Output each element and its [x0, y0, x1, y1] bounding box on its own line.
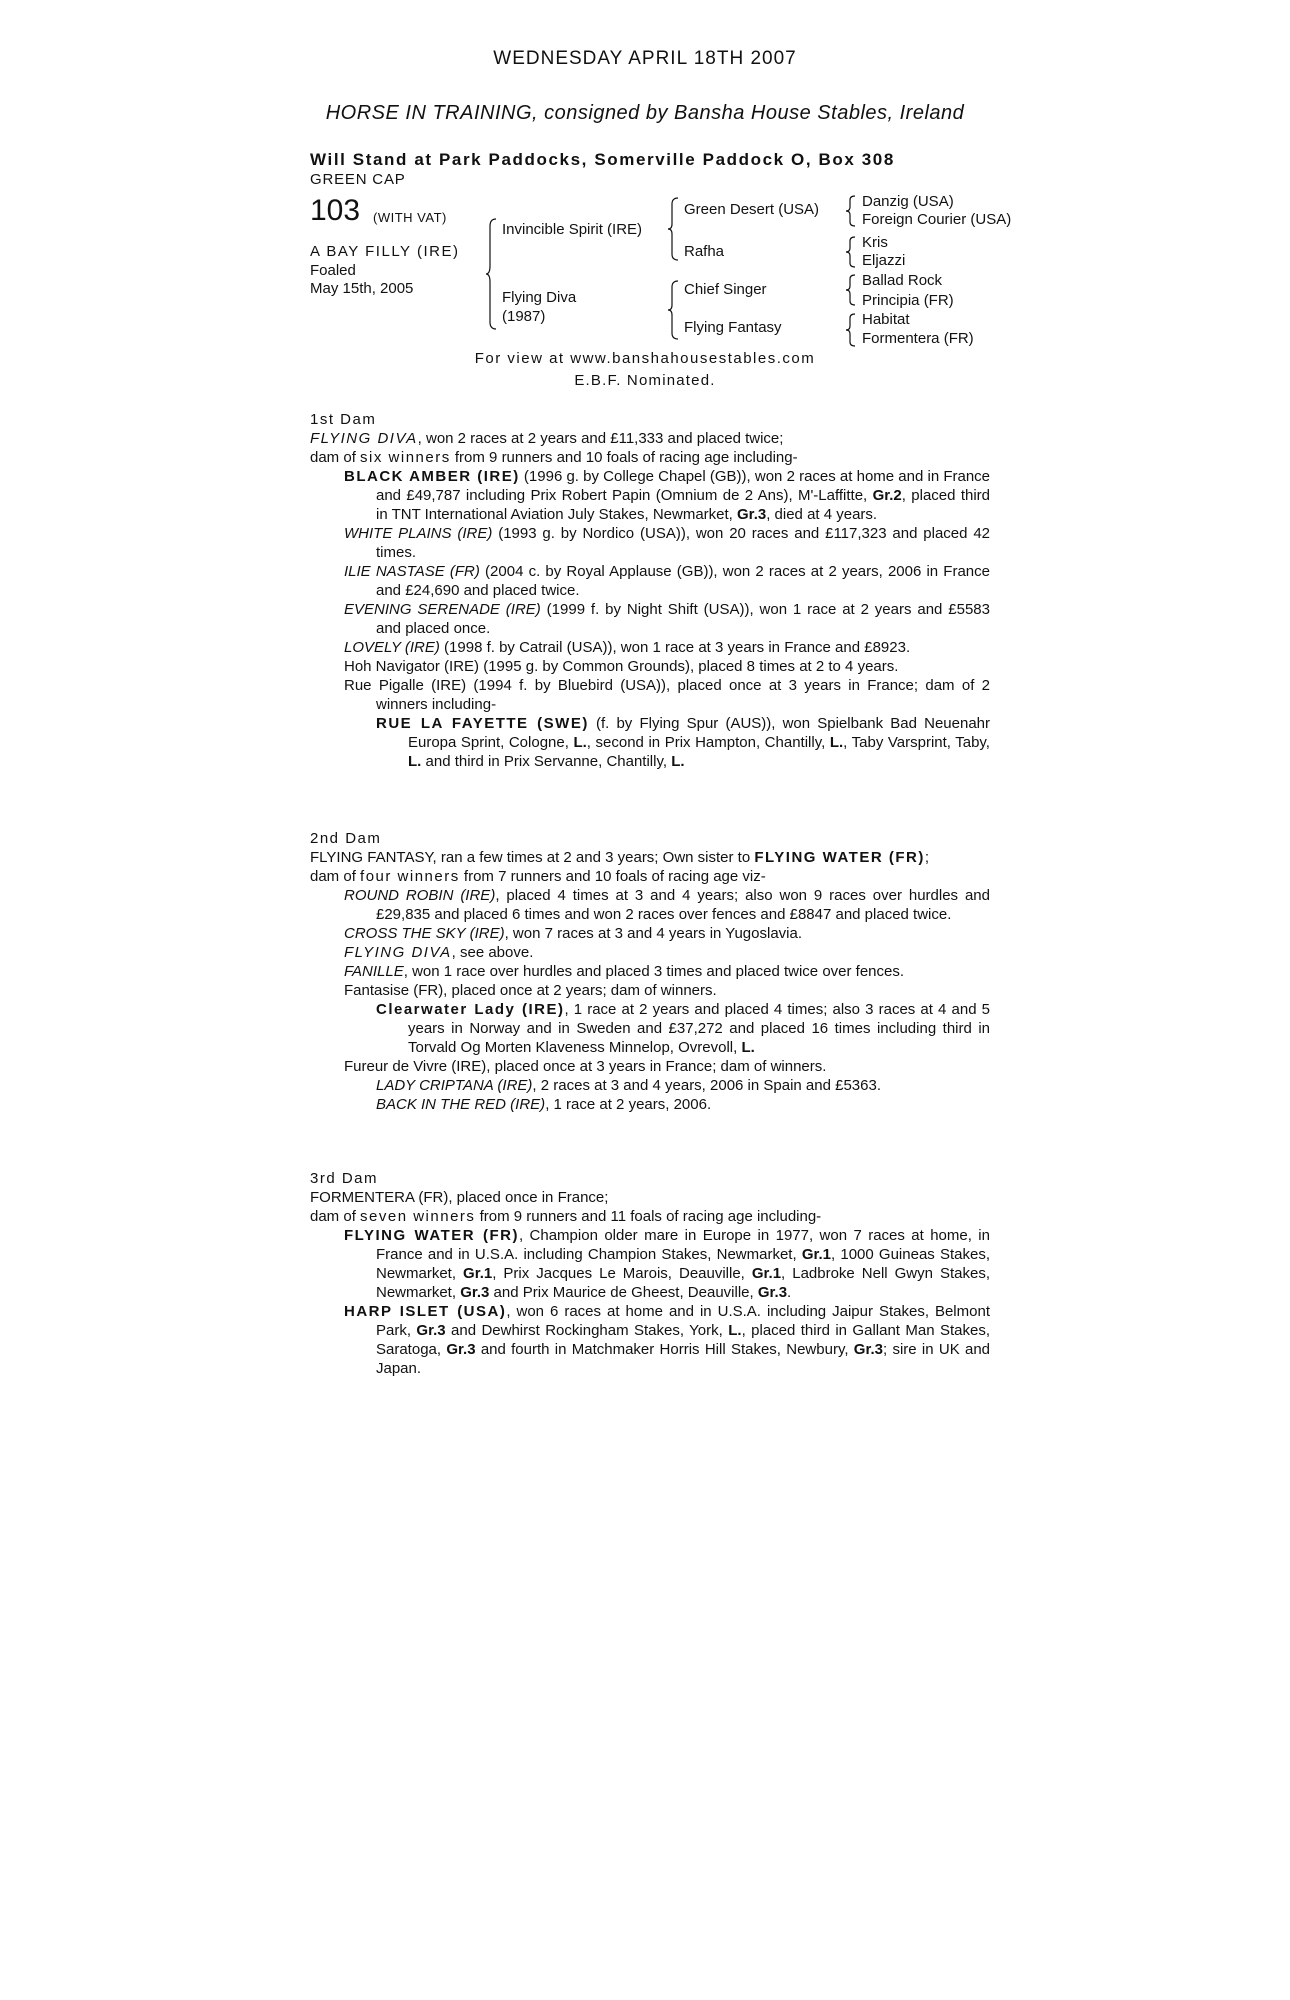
- stand-location: Will Stand at Park Paddocks, Somerville Paddock O, Box 308: [310, 150, 895, 169]
- pedigree-sire-dam: Rafha: [684, 243, 725, 260]
- produce-entry: WHITE PLAINS (IRE) (1993 g. by Nordico (USA)), won 20 races and £117,323 and placed 42 times.: [344, 525, 990, 561]
- dam-summary: FORMENTERA (FR), placed once in France;: [310, 1189, 609, 1206]
- produce-entry: ROUND ROBIN (IRE), placed 4 times at 3 and 4 years; also won 9 races over hurdles and £29,835 and placed 6 times and won 2 races over fences and £8847 and placed twice.: [344, 887, 990, 923]
- produce-entry: BACK IN THE RED (IRE), 1 race at 2 years, 2006.: [376, 1096, 712, 1113]
- produce-entry: Rue Pigalle (IRE) (1994 f. by Bluebird (USA)), placed once at 3 years in France; dam of 2 winners including-: [344, 677, 990, 713]
- dam-summary: FLYING DIVA, won 2 races at 2 years and £11,333 and placed twice;: [310, 430, 784, 447]
- dam-summary: FLYING FANTASY, ran a few times at 2 and 3 years; Own sister to FLYING WATER (FR);: [310, 849, 930, 866]
- pedigree-dam-sire: Chief Singer: [684, 281, 767, 298]
- pedigree-dam-dam: Flying Fantasy: [684, 319, 782, 336]
- foaled-label: Foaled: [310, 262, 356, 279]
- pedigree-ggs-7: Habitat: [862, 311, 910, 328]
- lot-vat-note: (WITH VAT): [373, 210, 447, 225]
- headline: HORSE IN TRAINING, consigned by Bansha House Stables, Ireland: [325, 102, 965, 124]
- first-dam-section: [310, 410, 990, 771]
- pedigree-sire-sire: Green Desert (USA): [684, 201, 820, 218]
- pedigree-ggd-2: Foreign Courier (USA): [862, 211, 1012, 228]
- pedigree-ggd-8: Formentera (FR): [862, 330, 974, 347]
- pedigree-dam-year: (1987): [502, 308, 546, 325]
- dam-produce-intro: dam of seven winners from 9 runners and 11 foals of racing age including-: [310, 1208, 822, 1225]
- pedigree-bracket: [846, 236, 856, 268]
- produce-entry: HARP ISLET (USA), won 6 races at home and in U.S.A. including Jaipur Stakes, Belmont Park, Gr.3 and Dewhirst Rockingham Stakes, York, L., placed third in Gallant Man Stakes, Saratoga, Gr.3 and fourth in Matchmaker Horris Hill Stakes, Newbury, Gr.3; sire in UK and Japan.: [344, 1303, 991, 1377]
- lot-number: 103: [310, 194, 361, 227]
- pedigree-bracket: [668, 197, 680, 261]
- dam-produce-intro: dam of four winners from 7 runners and 10 foals of racing age viz-: [310, 868, 766, 885]
- produce-entry: CROSS THE SKY (IRE), won 7 races at 3 and 4 years in Yugoslavia.: [344, 925, 803, 942]
- produce-entry: EVENING SERENADE (IRE) (1999 f. by Night Shift (USA)), won 1 race at 2 years and £5583 and placed once.: [344, 601, 990, 637]
- pedigree-ggd-4: Eljazzi: [862, 252, 906, 269]
- pedigree-ggs-3: Kris: [862, 234, 888, 251]
- sale-date: WEDNESDAY APRIL 18TH 2007: [493, 48, 797, 69]
- section-heading: 1st Dam: [310, 411, 377, 428]
- produce-entry: Hoh Navigator (IRE) (1995 g. by Common Grounds), placed 8 times at 2 to 4 years.: [344, 658, 899, 675]
- pedigree-bracket: [846, 195, 856, 227]
- produce-entry: ILIE NASTASE (FR) (2004 c. by Royal Applause (GB)), won 2 races at 2 years, 2006 in France and £24,690 and placed twice.: [344, 563, 990, 599]
- produce-entry: Fantasise (FR), placed once at 2 years; dam of winners.: [344, 982, 717, 999]
- produce-entry: Clearwater Lady (IRE), 1 race at 2 years and placed 4 times; also 3 races at 4 and 5 years in Norway and in Sweden and £37,272 and placed 16 times including third in Torvald Og Morten Klaveness Minnelop, Ovrevoll, L.: [376, 1001, 990, 1056]
- section-heading: 3rd Dam: [310, 1170, 379, 1187]
- produce-entry: LOVELY (IRE) (1998 f. by Catrail (USA)), won 1 race at 3 years in France and £8923.: [344, 639, 911, 656]
- pedigree-sire: Invincible Spirit (IRE): [502, 221, 643, 238]
- cap-colour: GREEN CAP: [310, 171, 406, 188]
- foaled-date: May 15th, 2005: [310, 280, 414, 297]
- pedigree-ggs-1: Danzig (USA): [862, 193, 954, 210]
- pedigree-dam: Flying Diva: [502, 289, 577, 306]
- produce-entry: LADY CRIPTANA (IRE), 2 races at 3 and 4 years, 2006 in Spain and £5363.: [376, 1077, 882, 1094]
- horse-description: A BAY FILLY (IRE): [310, 243, 460, 260]
- pedigree-bracket: [668, 280, 680, 340]
- pedigree-bracket: [846, 313, 856, 347]
- produce-entry: FANILLE, won 1 race over hurdles and placed 3 times and placed twice over fences.: [344, 963, 905, 980]
- produce-entry: RUE LA FAYETTE (SWE) (f. by Flying Spur (AUS)), won Spielbank Bad Neuenahr Europa Sprint, Cologne, L., second in Prix Hampton, Chantilly, L., Taby Varsprint, Taby, L. and third in Prix Servanne, Chantilly, L.: [376, 715, 990, 770]
- view-website-note: For view at www.banshahousestables.com: [474, 350, 816, 367]
- pedigree-ggs-5: Ballad Rock: [862, 272, 943, 289]
- dam-produce-intro: dam of six winners from 9 runners and 10 foals of racing age including-: [310, 449, 798, 466]
- produce-entry: FLYING DIVA, see above.: [344, 944, 534, 961]
- second-dam-section: [310, 829, 990, 1114]
- pedigree-bracket: [846, 274, 856, 306]
- ebf-note: E.B.F. Nominated.: [574, 372, 716, 389]
- section-heading: 2nd Dam: [310, 830, 382, 847]
- produce-entry: BLACK AMBER (IRE) (1996 g. by College Chapel (GB)), won 2 races at home and in France and £49,787 including Prix Robert Papin (Omnium de 2 Ans), M'-Laffitte, Gr.2, placed third in TNT International Aviation July Stakes, Newmarket, Gr.3, died at 4 years.: [344, 468, 991, 523]
- pedigree-bracket: [486, 218, 498, 330]
- pedigree-ggd-6: Principia (FR): [862, 292, 954, 309]
- third-dam-section: [310, 1169, 990, 1378]
- produce-entry: FLYING WATER (FR), Champion older mare in Europe in 1977, won 7 races at home, in France and in U.S.A. including Champion Stakes, Newmarket, Gr.1, 1000 Guineas Stakes, Newmarket, Gr.1, Prix Jacques Le Marois, Deauville, Gr.1, Ladbroke Nell Gwyn Stakes, Newmarket, Gr.3 and Prix Maurice de Gheest, Deauville, Gr.3.: [344, 1227, 990, 1301]
- produce-entry: Fureur de Vivre (IRE), placed once at 3 years in France; dam of winners.: [344, 1058, 827, 1075]
